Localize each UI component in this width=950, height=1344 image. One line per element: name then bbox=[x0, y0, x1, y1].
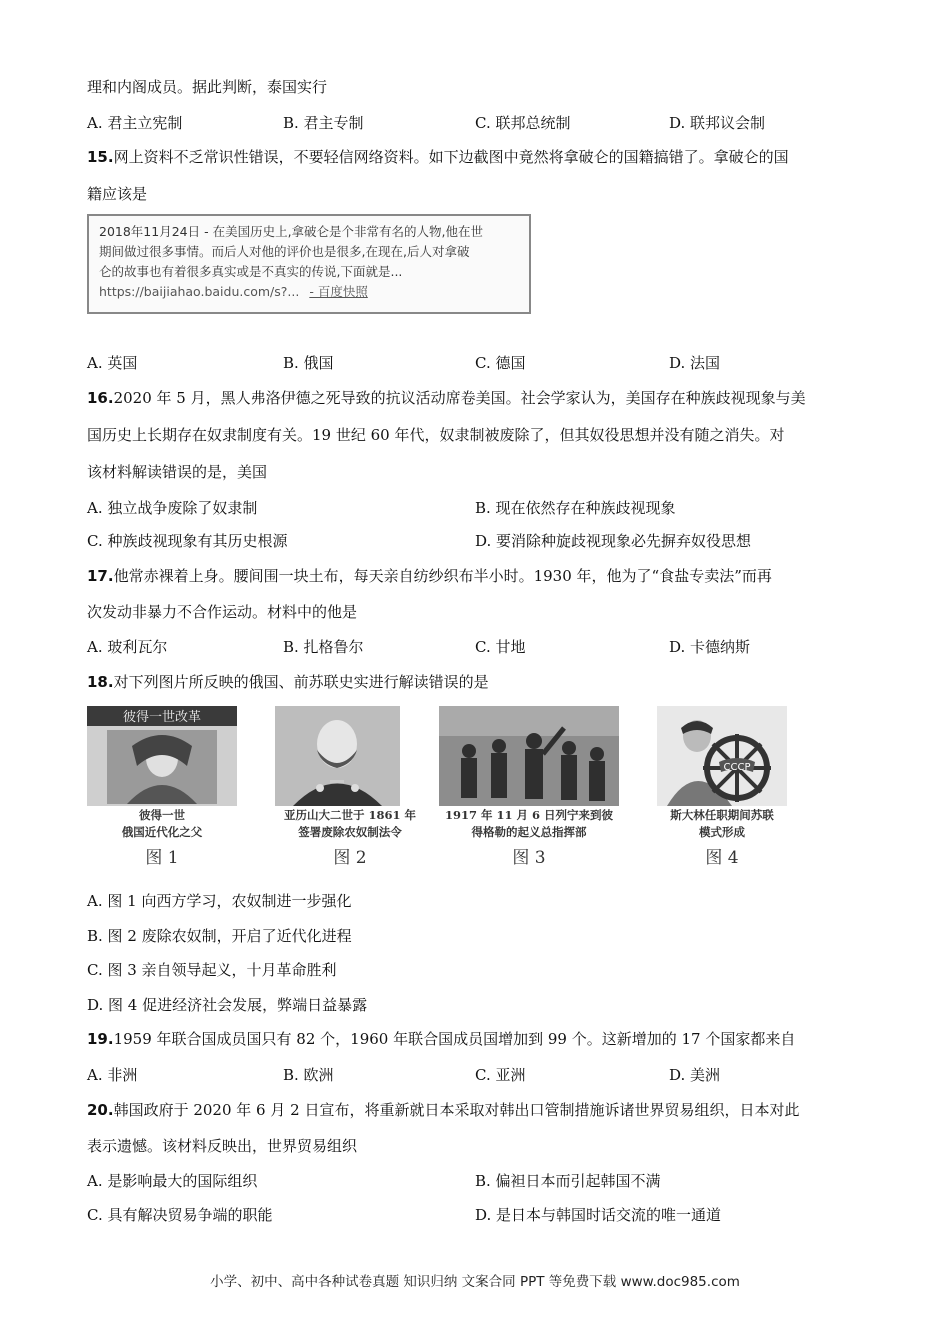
q20-stem-line1: 韩国政府于 2020 年 6 月 2 日宣布，将重新就日本采取对韩出口管制措施诉诸世界贸易组织，日本对此 bbox=[113, 1101, 800, 1119]
q18-option-b[interactable]: B. 图 2 废除农奴制，开启了近代化进程 bbox=[87, 927, 352, 945]
figure-1 bbox=[87, 706, 237, 868]
q17-number: 17. bbox=[87, 567, 114, 585]
snapshot-line1: 2018年11月24日 - 在美国历史上,拿破仑是个非常有名的人物,他在世 bbox=[99, 224, 484, 239]
q16-option-b[interactable]: B. 现在依然存在种族歧视现象 bbox=[475, 499, 676, 517]
alexander-portrait-image bbox=[275, 706, 400, 806]
q18-stem-line1: 对下列图片所反映的俄国、前苏联史实进行解读错误的是 bbox=[113, 673, 489, 691]
figure-3-label: 图 3 bbox=[512, 848, 546, 868]
q16-stem-line3: 该材料解读错误的是，美国 bbox=[87, 463, 268, 481]
figure-4-label: 图 4 bbox=[705, 848, 739, 868]
q17-stem-line1: 他常赤裸着上身。腰间围一块土布，每天亲自纺纱织布半小时。1930 年，他为了“食盐专卖法”而再 bbox=[113, 567, 772, 585]
q19-number: 19. bbox=[87, 1030, 114, 1048]
q14-option-a[interactable]: A. 君主立宪制 bbox=[87, 114, 183, 132]
lenin-smolny-image bbox=[439, 706, 619, 806]
figure-3-caption-line1: 1917 年 11 月 6 日列宁来到彼 bbox=[444, 808, 614, 822]
q17-option-d[interactable]: D. 卡德纳斯 bbox=[669, 638, 751, 656]
search-result-screenshot bbox=[87, 214, 531, 314]
q15-option-a[interactable]: A. 英国 bbox=[87, 354, 138, 372]
q14-option-c[interactable]: C. 联邦总统制 bbox=[475, 114, 571, 132]
figure-4-caption-line2: 模式形成 bbox=[699, 825, 745, 839]
q15-option-c[interactable]: C. 德国 bbox=[475, 354, 526, 372]
q19-option-c[interactable]: C. 亚洲 bbox=[475, 1066, 526, 1084]
q20-option-a[interactable]: A. 是影响最大的国际组织 bbox=[87, 1172, 258, 1190]
q19-stem bbox=[87, 1028, 795, 1049]
page-footer: 小学、初中、高中各种试卷真题 知识归纳 文案合同 PPT 等免费下载 www.doc985.com bbox=[210, 1274, 740, 1290]
q16-stem bbox=[87, 387, 806, 408]
q20-option-d[interactable]: D. 是日本与韩国时话交流的唯一通道 bbox=[475, 1206, 722, 1224]
figure-3-caption-line2: 得格勒的起义总指挥部 bbox=[471, 825, 587, 839]
q20-number: 20. bbox=[87, 1101, 114, 1119]
stalin-poster-image bbox=[657, 706, 787, 806]
q18-option-d[interactable]: D. 图 4 促进经济社会发展，弊端日益暴露 bbox=[87, 996, 368, 1014]
q19-option-d[interactable]: D. 美洲 bbox=[669, 1066, 721, 1084]
peter-portrait-image bbox=[87, 706, 237, 806]
q15-stem-line2: 籍应该是 bbox=[87, 185, 148, 203]
q14-option-b[interactable]: B. 君主专制 bbox=[283, 114, 364, 132]
q17-option-b[interactable]: B. 扎格鲁尔 bbox=[283, 638, 364, 656]
q16-option-a[interactable]: A. 独立战争废除了奴隶制 bbox=[87, 499, 258, 517]
q16-option-d[interactable]: D. 要消除种旋歧视现象必先摒弃奴役思想 bbox=[475, 532, 752, 550]
figure-2-caption-line1: 亚历山大二世于 1861 年 bbox=[283, 808, 416, 822]
figure-4-caption-line1: 斯大林任职期间苏联 bbox=[670, 808, 774, 822]
snapshot-line2: 期间做过很多事情。而后人对他的评价也是很多,在现在,后人对拿破 bbox=[99, 244, 470, 259]
q15-option-d[interactable]: D. 法国 bbox=[669, 354, 721, 372]
q17-stem-line2: 次发动非暴力不合作运动。材料中的他是 bbox=[87, 603, 358, 621]
figure-3 bbox=[439, 706, 619, 868]
q18-figures bbox=[87, 706, 787, 876]
figure-2 bbox=[275, 706, 425, 868]
q16-option-c[interactable]: C. 种族歧视现象有其历史根源 bbox=[87, 532, 288, 550]
snapshot-cache-link: - 百度快照 bbox=[309, 284, 368, 299]
q20-stem bbox=[87, 1099, 799, 1120]
figure-2-caption-line2: 签署废除农奴制法令 bbox=[298, 825, 402, 839]
q19-option-a[interactable]: A. 非洲 bbox=[87, 1066, 138, 1084]
figure-1-caption-line1: 彼得一世 bbox=[139, 808, 185, 822]
q20-option-c[interactable]: C. 具有解决贸易争端的职能 bbox=[87, 1206, 273, 1224]
q18-stem bbox=[87, 671, 489, 692]
figure-1-caption-line2: 俄国近代化之父 bbox=[121, 825, 203, 839]
q17-option-c[interactable]: C. 甘地 bbox=[475, 638, 526, 656]
figure-4 bbox=[657, 706, 787, 868]
q17-stem bbox=[87, 565, 772, 586]
q16-stem-line1: 2020 年 5 月，黑人弗洛伊德之死导致的抗议活动席卷美国。社会学家认为，美国存在种族歧视现象与美 bbox=[113, 389, 806, 407]
q18-option-c[interactable]: C. 图 3 亲自领导起义，十月革命胜利 bbox=[87, 961, 337, 979]
q15-number: 15. bbox=[87, 148, 114, 166]
q14-option-d[interactable]: D. 联邦议会制 bbox=[669, 114, 766, 132]
figure-1-label: 图 1 bbox=[145, 848, 179, 868]
q15-stem bbox=[87, 146, 789, 167]
snapshot-url: https://baijiahao.baidu.com/s?... bbox=[99, 284, 300, 299]
q18-number: 18. bbox=[87, 673, 114, 691]
q19-option-b[interactable]: B. 欧洲 bbox=[283, 1066, 334, 1084]
q20-stem-line2: 表示遗憾。该材料反映出，世界贸易组织 bbox=[87, 1137, 358, 1155]
q16-number: 16. bbox=[87, 389, 114, 407]
q17-option-a[interactable]: A. 玻利瓦尔 bbox=[87, 638, 168, 656]
q15-option-b[interactable]: B. 俄国 bbox=[283, 354, 334, 372]
figure-1-banner: 彼得一世改革 bbox=[122, 710, 202, 725]
q19-stem-line1: 1959 年联合国成员国只有 82 个，1960 年联合国成员国增加到 99 个。这新增加的 17 个国家都来自 bbox=[113, 1030, 796, 1048]
figure-2-label: 图 2 bbox=[333, 848, 367, 868]
q15-stem-line1: 网上资料不乏常识性错误，不要轻信网络资料。如下边截图中竟然将拿破仑的国籍搞错了。拿破仑的国 bbox=[113, 148, 789, 166]
q14-stem-tail: 理和内阁成员。据此判断，泰国实行 bbox=[87, 78, 328, 96]
snapshot-line3: 仑的故事也有着很多真实或是不真实的传说,下面就是... bbox=[99, 264, 403, 279]
figure-4-banner: CCCP bbox=[723, 762, 751, 773]
q18-option-a[interactable]: A. 图 1 向西方学习，农奴制进一步强化 bbox=[87, 892, 352, 910]
q20-option-b[interactable]: B. 偏袒日本而引起韩国不满 bbox=[475, 1172, 661, 1190]
q16-stem-line2: 国历史上长期存在奴隶制度有关。19 世纪 60 年代，奴隶制被废除了，但其奴役思想并没有随之消失。对 bbox=[87, 426, 785, 444]
